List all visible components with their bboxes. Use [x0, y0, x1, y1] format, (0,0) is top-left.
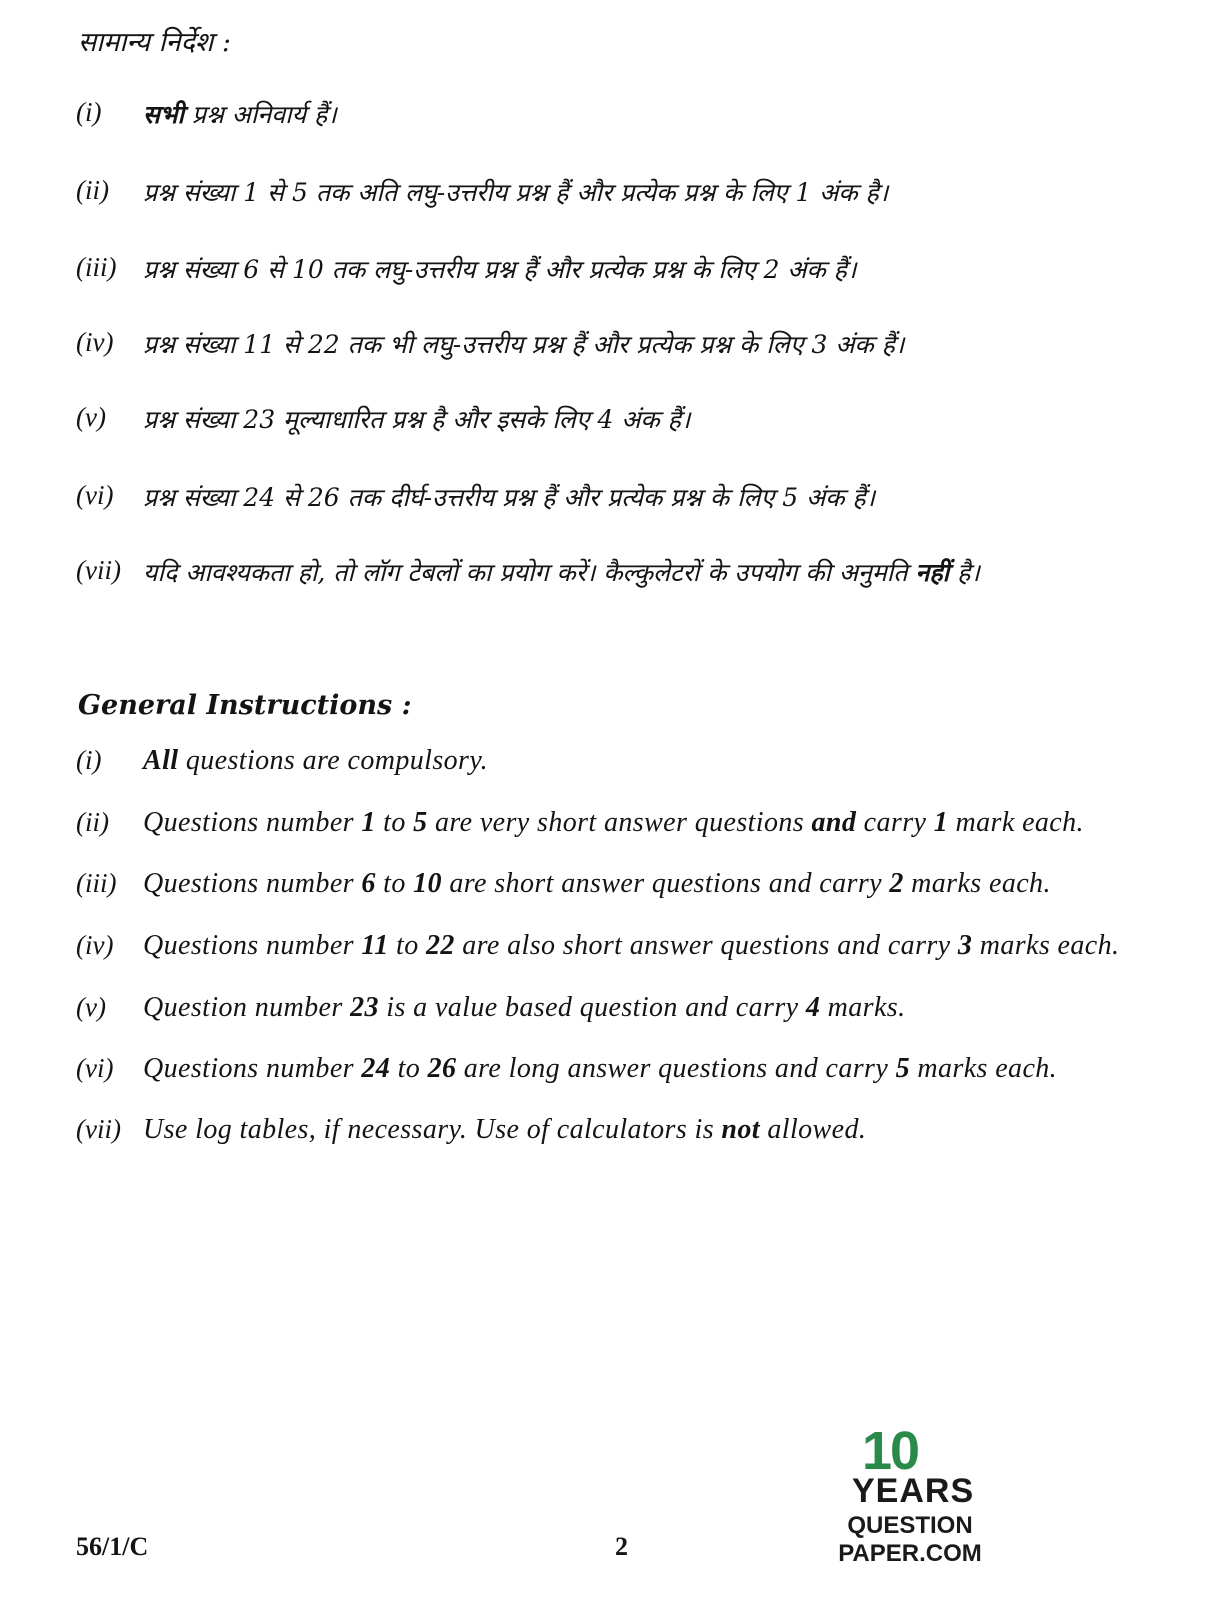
text-run: प्रश्न अनिवार्य हैं।	[183, 100, 337, 129]
item-text	[143, 252, 856, 286]
item-number: (i)	[76, 745, 102, 775]
item-number: (i)	[76, 97, 102, 127]
text-run: प्रश्न संख्या 11 से 22 तक भी लघु-उत्तरीय प्रश्न हैं और प्रत्येक प्रश्न के लिए 3 अंक हैं।	[143, 330, 905, 359]
text-run: है।	[949, 558, 980, 587]
text-run: Question number	[143, 992, 351, 1023]
bold-run: not	[721, 1114, 760, 1145]
text-run: to	[388, 930, 427, 961]
logo-number: 10	[862, 1421, 919, 1481]
bold-run: 24	[361, 1053, 391, 1084]
english-heading: General Instructions :	[78, 690, 412, 721]
text-run: Questions number	[143, 807, 362, 838]
watermark-logo	[780, 1420, 1040, 1567]
page-number: 2	[615, 1532, 628, 1561]
bold-run: 5	[895, 1053, 910, 1084]
item-text	[143, 807, 1084, 839]
text-run: to	[390, 1053, 428, 1084]
item-text	[143, 868, 1051, 900]
text-run: to	[375, 868, 414, 899]
bold-run: नहीं	[915, 558, 950, 587]
item-number: (ii)	[76, 175, 109, 205]
text-run: is a value based question and carry	[378, 992, 806, 1023]
item-text	[143, 992, 906, 1024]
logo-site: QUESTION PAPER.COM	[838, 1512, 982, 1567]
bold-run: 23	[350, 992, 379, 1023]
bold-run: 1	[361, 807, 376, 838]
item-number: (iv)	[76, 930, 114, 960]
text-run: Questions number	[143, 1053, 362, 1084]
item-text	[143, 1114, 866, 1146]
bold-run: and	[811, 807, 857, 838]
bold-run: 26	[427, 1053, 457, 1084]
item-number: (iii)	[76, 252, 117, 282]
bold-run: 22	[426, 930, 455, 961]
item-text	[143, 745, 488, 777]
item-number: (vii)	[76, 555, 121, 585]
bold-run: सभी	[143, 100, 184, 129]
item-text	[143, 1053, 1057, 1085]
bold-run: 4	[805, 992, 821, 1023]
bold-run: 1	[933, 807, 949, 838]
item-number: (vi)	[76, 480, 114, 510]
bold-run: 10	[413, 868, 442, 899]
text-run: Use log tables, if necessary. Use of calculators is	[143, 1114, 722, 1145]
text-run: marks each.	[972, 930, 1120, 961]
paper-code: 56/1/C	[76, 1532, 149, 1561]
logo-years: YEARS	[852, 1472, 975, 1510]
text-run: marks each.	[903, 868, 1051, 899]
item-text	[143, 930, 1119, 962]
text-run: marks.	[820, 992, 906, 1023]
text-run: यदि आवश्यकता हो, तो लॉग टेबलों का प्रयोग करें। कैल्कुलेटरों के उपयोग की अनुमति	[143, 558, 916, 587]
item-number: (vi)	[76, 1053, 114, 1083]
text-run: are very short answer questions	[427, 807, 812, 838]
bold-run: 2	[889, 868, 904, 899]
text-run: marks each.	[909, 1053, 1058, 1084]
text-run: allowed.	[759, 1114, 867, 1145]
text-run: are also short answer questions and carry	[454, 930, 958, 961]
text-run: प्रश्न संख्या 1 से 5 तक अति लघु-उत्तरीय प्रश्न हैं और प्रत्येक प्रश्न के लिए 1 अंक है।	[143, 178, 889, 207]
item-text	[143, 175, 888, 209]
item-number: (iv)	[76, 327, 114, 357]
item-number: (iii)	[76, 868, 117, 898]
item-number: (v)	[76, 402, 106, 432]
text-run: प्रश्न संख्या 24 से 26 तक दीर्घ-उत्तरीय प्रश्न हैं और प्रत्येक प्रश्न के लिए 5 अंक हैं।	[143, 483, 876, 512]
text-run: are short answer questions and carry	[441, 868, 890, 899]
text-run: are long answer questions and carry	[456, 1053, 896, 1084]
item-text	[143, 480, 875, 514]
item-number: (ii)	[76, 807, 109, 837]
bold-run: All	[143, 745, 179, 776]
item-text	[143, 402, 690, 436]
text-run: mark each.	[948, 807, 1084, 838]
text-run: to	[375, 807, 414, 838]
text-run: प्रश्न संख्या 23 मूल्याधारित प्रश्न है और इसके लिए 4 अंक हैं।	[143, 405, 691, 434]
item-number: (vii)	[76, 1114, 121, 1144]
bold-run: 5	[413, 807, 428, 838]
bold-run: 3	[957, 930, 973, 961]
item-number: (v)	[76, 992, 106, 1022]
bold-run: 11	[361, 930, 389, 961]
bold-run: 6	[361, 868, 376, 899]
text-run: questions are compulsory.	[178, 745, 489, 776]
text-run: Questions number	[143, 930, 362, 961]
item-text	[143, 97, 337, 131]
text-run: carry	[856, 807, 934, 838]
item-text	[143, 555, 980, 589]
hindi-heading: सामान्य निर्देश :	[78, 27, 231, 58]
item-text	[143, 327, 904, 361]
text-run: Questions number	[143, 868, 362, 899]
text-run: प्रश्न संख्या 6 से 10 तक लघु-उत्तरीय प्रश्न हैं और प्रत्येक प्रश्न के लिए 2 अंक हैं।	[143, 255, 857, 284]
